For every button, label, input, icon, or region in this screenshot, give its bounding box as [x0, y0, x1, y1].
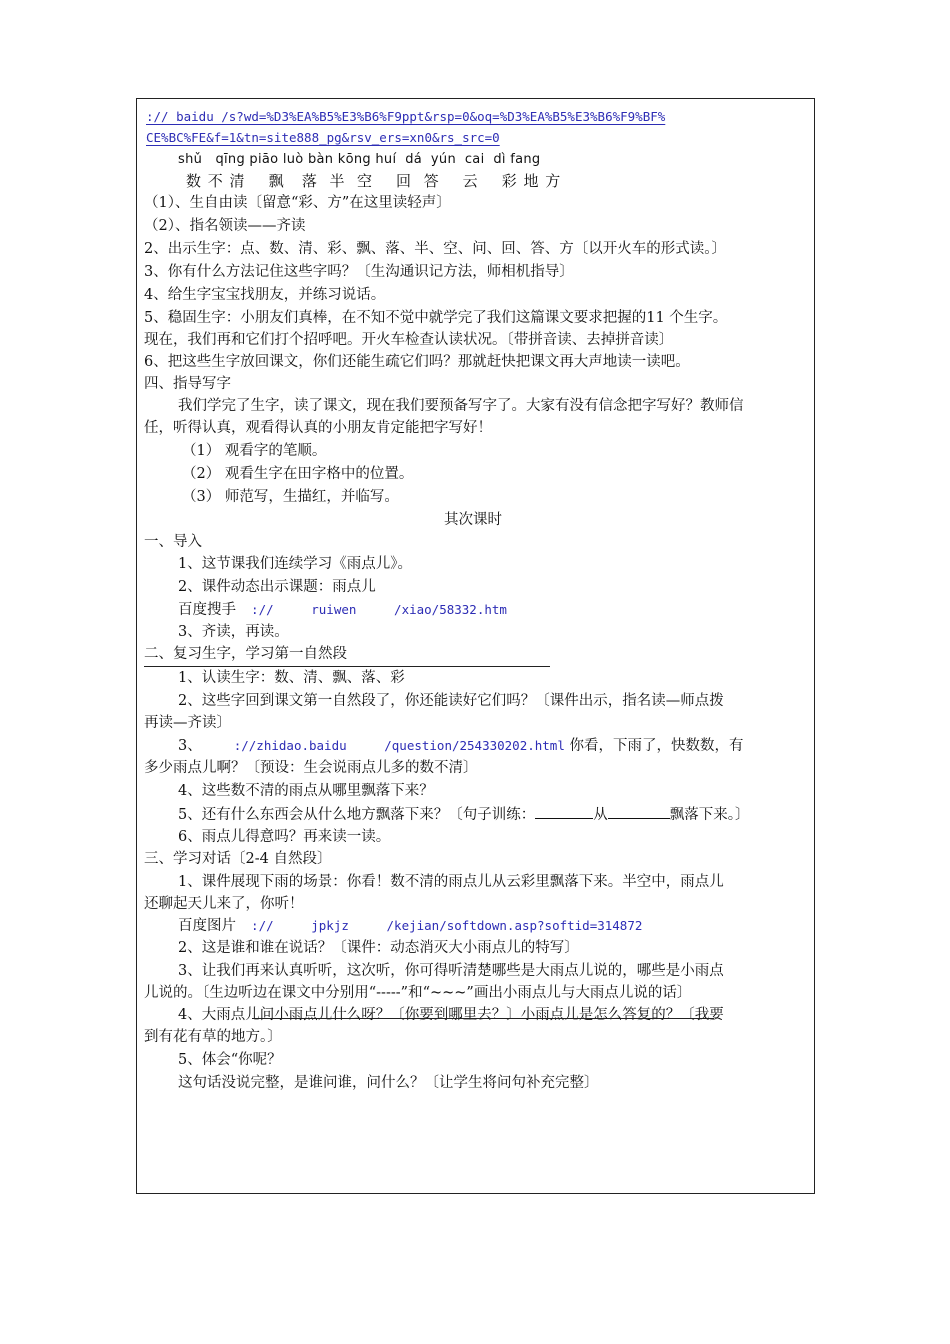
jpkjz-link[interactable]: :// jpkjz /kejian/softdown.asp?softid=314872: [236, 918, 643, 933]
text-line: 儿说的。〔生边听边在课文中分别用“-----”和“~~~”画出小雨点儿与大雨点儿说的话〕: [144, 985, 692, 1001]
text-line: 到有花有草的地方。〕: [144, 1029, 282, 1045]
text-line: （2） 观看生字在田字格中的位置。: [182, 466, 414, 482]
text-line: 5、体会“你呢？: [178, 1052, 282, 1068]
text-line: （3） 师范写，生描红，并临写。: [182, 489, 399, 505]
text-line: 6、把这些生字放回课文，你们还能生疏它们吗？那就赶快把课文再大声地读一读吧。: [144, 354, 690, 370]
text-line: 多少雨点儿啊？〔预设：生会说雨点儿多的数不清〕: [144, 760, 478, 776]
baidu-search-link[interactable]: :// baidu /s?wd=%D3%EA%B5%E3%B6%F9ppt&rsp=0&oq=%D3%EA%B5%E3%B6%F9%BF%: [146, 109, 666, 124]
ref-line: [178, 736, 743, 756]
text-line: 1、认读生字：数、清、飘、落、彩: [178, 670, 405, 686]
ref-label: 百度图片: [178, 918, 236, 934]
text-line: 3、你有什么方法记住这些字吗？〔生沟通识记方法，师相机指导〕: [144, 264, 574, 280]
text-line: 任，听得认真，观看得认真的小朋友肯定能把字写好！: [144, 420, 492, 436]
sentence-training-line: [178, 804, 749, 825]
text-line: 6、雨点儿得意吗？再来读一读。: [178, 829, 391, 845]
text-line: 现在，我们再和它们打个招呼吧。开火车检查认读状况。〔带拼音读、去掉拼音读〕: [144, 332, 674, 348]
text-line: 4、这些数不清的雨点从哪里飘落下来？: [178, 783, 434, 799]
text-line: 我们学完了生字，读了课文，现在我们要预备写字了。大家有没有信念把字写好？教师信: [178, 398, 744, 414]
text-line: 2、这是谁和谁在说话？〔课件：动态消灭大小雨点儿的特写〕: [178, 940, 579, 956]
strike-rule: [252, 1018, 714, 1019]
text-line: 再读—齐读〕: [144, 715, 231, 731]
text-line: 你看，下雨了，快数数，有: [564, 738, 744, 754]
pinyin-row: shǔ qīng piāo luò bàn kōng huí dá yún cai dì fang: [178, 152, 541, 167]
hanzi-row: 数 不 清 飘 落 半 空 回 答 云 彩 地 方: [186, 172, 562, 190]
text-line: 从: [593, 807, 608, 823]
fill-blank: [535, 804, 593, 819]
lesson-title: 其次课时: [444, 512, 502, 528]
text-line: （2）、指名领读——齐读: [144, 218, 306, 234]
section-heading: 三、学习对话〔2-4 自然段〕: [144, 851, 332, 867]
text-line: 3、齐读，再读。: [178, 624, 289, 640]
text-line: 1、课件展现下雨的场景：你看！数不清的雨点儿从云彩里飘落下来。半空中，雨点儿: [178, 874, 724, 890]
text-line: 飘落下来。〕: [669, 807, 750, 823]
section-heading: 四、指导写字: [144, 376, 231, 392]
ref-label: 百度搜手: [178, 602, 236, 618]
text-line: 5、还有什么东西会从什么地方飘落下来？〔句子训练：: [178, 807, 536, 823]
section-heading: 二、复习生字，学习第一自然段: [144, 646, 347, 662]
ref-line: [178, 916, 642, 936]
ref-line: [178, 600, 507, 620]
text-line: 4、给生字宝宝找朋友，并练习说话。: [144, 287, 386, 303]
baidu-search-link-continued[interactable]: CE%BC%FE&f=1&tn=site888_pg&rsv_ers=xn0&rs_src=0: [146, 130, 500, 145]
fill-blank: [608, 804, 670, 819]
text-line: （1） 观看字的笔顺。: [182, 443, 327, 459]
text-line: 3、让我们再来认真听听，这次听，你可得听清楚哪些是大雨点儿说的，哪些是小雨点: [178, 963, 724, 979]
text-line: 4、大雨点儿问小雨点儿什么呀？〔你要到哪里去？〕小雨点儿是怎么答复的？〔我要: [178, 1007, 724, 1023]
text-line: 1、这节课我们连续学习《雨点儿》。: [178, 556, 412, 572]
text-line: 这句话没说完整，是谁问谁，问什么？〔让学生将问句补充完整〕: [178, 1075, 599, 1091]
item-number: 3、: [178, 738, 202, 754]
section-heading: 一、导入: [144, 534, 202, 550]
heading-underline: [144, 666, 550, 667]
text-line: 5、稳固生字：小朋友们真棒，在不知不觉中就学完了我们这篇课文要求把握的11 个生字。: [144, 310, 728, 326]
text-line: 2、这些字回到课文第一自然段了，你还能读好它们吗？〔课件出示，指名读—师点拨: [178, 693, 724, 709]
text-line: 2、出示生字：点、数、清、彩、飘、落、半、空、问、回、答、方〔以开火车的形式读。〕: [144, 241, 726, 257]
text-line: （1）、生自由读〔留意“彩、方”在这里读轻声〕: [144, 195, 451, 211]
zhidao-link[interactable]: ://zhidao.baidu /question/254330202.html: [233, 738, 565, 753]
ruiwen-link[interactable]: :// ruiwen /xiao/58332.htm: [236, 602, 507, 617]
text-line: 2、课件动态出示课题：雨点儿: [178, 579, 376, 595]
text-line: 还聊起天儿来了，你听！: [144, 896, 304, 912]
